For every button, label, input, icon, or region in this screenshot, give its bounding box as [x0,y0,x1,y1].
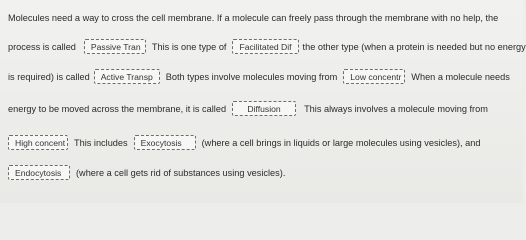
answer-text: Low concentr [350,71,402,82]
paragraph-line-6 [8,165,517,180]
line-text: This always involves a molecule moving from [304,103,488,114]
paragraph-line-5 [8,135,517,150]
answer-blank-1[interactable] [84,39,146,54]
line-text: energy to be moved across the membrane, it is called [8,103,227,114]
answer-text: Active Transp [100,71,153,82]
answer-blank-6[interactable] [8,135,68,150]
answer-blank-3[interactable] [94,69,160,84]
answer-blank-7[interactable] [134,135,196,150]
line-text: (where a cell gets rid of substances using vesicles). [76,167,286,178]
answer-blank-8[interactable] [8,165,70,180]
answer-text: Facilitated Dif [239,41,292,52]
paragraph-line-3 [8,69,517,84]
paragraph-line-2 [8,39,526,54]
line-text: This includes [74,137,128,148]
line-text: (where a cell brings in liquids or large molecules using vesicles), and [201,137,481,148]
line-text: process is called [8,41,76,52]
answer-blank-5[interactable] [232,101,296,116]
answer-blank-2[interactable] [232,39,298,54]
answer-text: Exocytosis [140,137,182,148]
line-text: Both types involve molecules moving from [165,71,338,82]
answer-text: Endocytosis [15,167,62,178]
line-text: is required) is called [8,71,90,82]
line-text: Molecules need a way to cross the cell membrane. If a molecule can freely pass through the membrane with no help, the [8,13,499,23]
answer-text: Diffusion [247,103,281,114]
paragraph-line-1 [8,12,517,24]
paragraph-line-4 [8,101,517,116]
line-text: This is one type of [151,41,227,52]
answer-text: Passive Tran [90,41,141,52]
line-text: the other type (when a protein is needed but no energy [302,41,526,52]
answer-text: High concent [15,137,66,148]
answer-blank-4[interactable] [343,69,405,84]
line-text: When a molecule needs [411,71,510,82]
